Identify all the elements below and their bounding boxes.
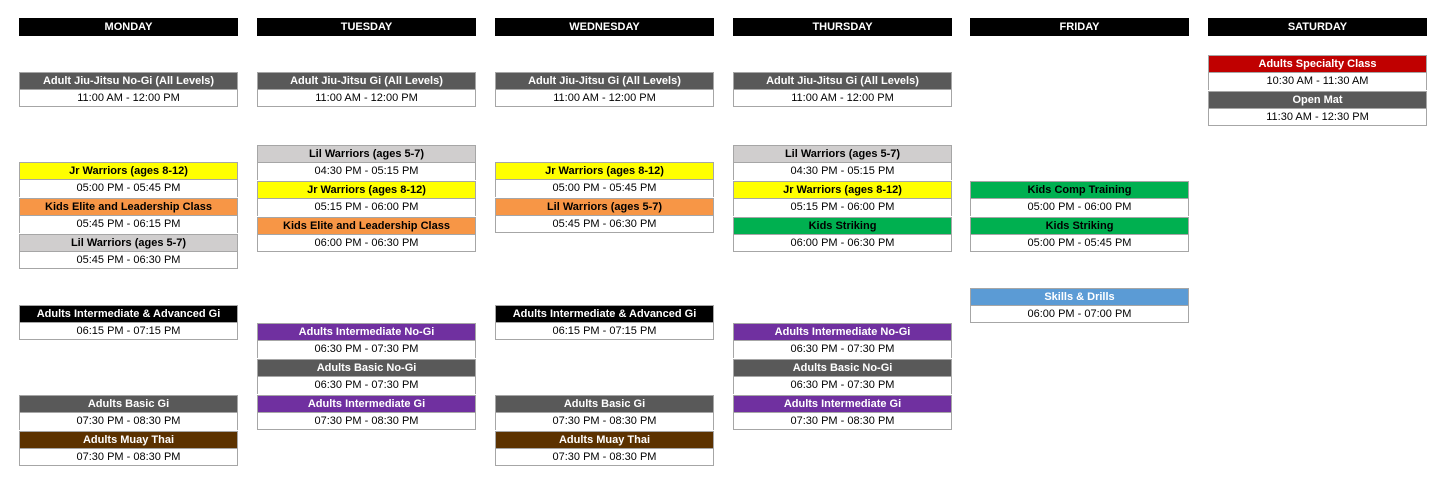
- class-title: Kids Comp Training: [970, 181, 1189, 198]
- class-block: [970, 288, 1189, 323]
- class-time: 10:30 AM - 11:30 AM: [1208, 72, 1427, 90]
- class-time: 06:00 PM - 06:30 PM: [257, 234, 476, 252]
- class-title: Adult Jiu-Jitsu Gi (All Levels): [257, 72, 476, 89]
- class-title: Adults Specialty Class: [1208, 55, 1427, 72]
- class-title: Adults Basic No-Gi: [733, 359, 952, 376]
- class-block: [257, 72, 476, 107]
- class-block: [19, 305, 238, 340]
- class-block: [495, 431, 714, 466]
- class-block: [495, 395, 714, 430]
- class-title: Adult Jiu-Jitsu Gi (All Levels): [733, 72, 952, 89]
- class-block: [19, 198, 238, 233]
- class-time: 11:00 AM - 12:00 PM: [19, 89, 238, 107]
- class-time: 06:30 PM - 07:30 PM: [257, 376, 476, 394]
- class-block: [733, 181, 952, 216]
- class-block: [19, 162, 238, 197]
- class-title: Adults Muay Thai: [19, 431, 238, 448]
- class-time: 06:15 PM - 07:15 PM: [495, 322, 714, 340]
- class-title: Adults Intermediate No-Gi: [733, 323, 952, 340]
- day-header-wednesday: WEDNESDAY: [495, 18, 714, 36]
- class-title: Kids Striking: [733, 217, 952, 234]
- class-time: 05:15 PM - 06:00 PM: [733, 198, 952, 216]
- class-time: 05:45 PM - 06:30 PM: [19, 251, 238, 269]
- class-title: Lil Warriors (ages 5-7): [19, 234, 238, 251]
- class-block: [733, 145, 952, 180]
- class-block: [495, 162, 714, 197]
- class-time: 06:30 PM - 07:30 PM: [733, 340, 952, 358]
- class-time: 05:00 PM - 05:45 PM: [495, 179, 714, 197]
- class-block: [733, 217, 952, 252]
- class-title: Adults Intermediate Gi: [257, 395, 476, 412]
- class-block: [257, 217, 476, 252]
- class-time: 04:30 PM - 05:15 PM: [257, 162, 476, 180]
- class-time: 05:00 PM - 05:45 PM: [970, 234, 1189, 252]
- class-time: 11:00 AM - 12:00 PM: [257, 89, 476, 107]
- class-time: 11:00 AM - 12:00 PM: [733, 89, 952, 107]
- class-block: [970, 181, 1189, 216]
- class-time: 07:30 PM - 08:30 PM: [495, 448, 714, 466]
- class-block: [19, 234, 238, 269]
- class-title: Adults Basic No-Gi: [257, 359, 476, 376]
- class-time: 04:30 PM - 05:15 PM: [733, 162, 952, 180]
- class-time: 11:00 AM - 12:00 PM: [495, 89, 714, 107]
- class-title: Open Mat: [1208, 91, 1427, 108]
- class-title: Adults Intermediate & Advanced Gi: [495, 305, 714, 322]
- class-block: [733, 395, 952, 430]
- class-time: 07:30 PM - 08:30 PM: [19, 448, 238, 466]
- class-title: Adult Jiu-Jitsu No-Gi (All Levels): [19, 72, 238, 89]
- class-time: 07:30 PM - 08:30 PM: [495, 412, 714, 430]
- class-block: [495, 198, 714, 233]
- class-title: Adults Intermediate No-Gi: [257, 323, 476, 340]
- class-time: 06:00 PM - 06:30 PM: [733, 234, 952, 252]
- class-title: Kids Elite and Leadership Class: [19, 198, 238, 215]
- class-time: 05:15 PM - 06:00 PM: [257, 198, 476, 216]
- class-time: 05:45 PM - 06:30 PM: [495, 215, 714, 233]
- class-title: Jr Warriors (ages 8-12): [257, 181, 476, 198]
- class-title: Skills & Drills: [970, 288, 1189, 305]
- class-title: Kids Elite and Leadership Class: [257, 217, 476, 234]
- class-time: 07:30 PM - 08:30 PM: [733, 412, 952, 430]
- class-title: Adults Basic Gi: [495, 395, 714, 412]
- class-block: [1208, 91, 1427, 126]
- class-title: Jr Warriors (ages 8-12): [733, 181, 952, 198]
- class-time: 06:30 PM - 07:30 PM: [733, 376, 952, 394]
- class-title: Jr Warriors (ages 8-12): [19, 162, 238, 179]
- class-time: 05:00 PM - 06:00 PM: [970, 198, 1189, 216]
- class-title: Adults Muay Thai: [495, 431, 714, 448]
- class-title: Lil Warriors (ages 5-7): [257, 145, 476, 162]
- class-time: 05:00 PM - 05:45 PM: [19, 179, 238, 197]
- class-block: [495, 305, 714, 340]
- class-block: [257, 323, 476, 358]
- class-time: 05:45 PM - 06:15 PM: [19, 215, 238, 233]
- class-title: Adults Intermediate & Advanced Gi: [19, 305, 238, 322]
- class-time: 06:15 PM - 07:15 PM: [19, 322, 238, 340]
- class-block: [733, 72, 952, 107]
- day-header-saturday: SATURDAY: [1208, 18, 1427, 36]
- day-header-monday: MONDAY: [19, 18, 238, 36]
- class-time: 07:30 PM - 08:30 PM: [19, 412, 238, 430]
- class-block: [257, 181, 476, 216]
- class-block: [970, 217, 1189, 252]
- class-time: 07:30 PM - 08:30 PM: [257, 412, 476, 430]
- class-block: [257, 395, 476, 430]
- class-block: [733, 323, 952, 358]
- class-block: [733, 359, 952, 394]
- class-title: Adult Jiu-Jitsu Gi (All Levels): [495, 72, 714, 89]
- class-block: [19, 395, 238, 430]
- class-block: [1208, 55, 1427, 90]
- class-block: [495, 72, 714, 107]
- class-title: Adults Basic Gi: [19, 395, 238, 412]
- class-block: [257, 145, 476, 180]
- class-time: 11:30 AM - 12:30 PM: [1208, 108, 1427, 126]
- day-header-tuesday: TUESDAY: [257, 18, 476, 36]
- class-title: Adults Intermediate Gi: [733, 395, 952, 412]
- class-time: 06:00 PM - 07:00 PM: [970, 305, 1189, 323]
- day-header-thursday: THURSDAY: [733, 18, 952, 36]
- class-block: [257, 359, 476, 394]
- class-block: [19, 72, 238, 107]
- day-header-friday: FRIDAY: [970, 18, 1189, 36]
- class-title: Lil Warriors (ages 5-7): [733, 145, 952, 162]
- class-title: Jr Warriors (ages 8-12): [495, 162, 714, 179]
- class-block: [19, 431, 238, 466]
- class-title: Lil Warriors (ages 5-7): [495, 198, 714, 215]
- class-title: Kids Striking: [970, 217, 1189, 234]
- class-time: 06:30 PM - 07:30 PM: [257, 340, 476, 358]
